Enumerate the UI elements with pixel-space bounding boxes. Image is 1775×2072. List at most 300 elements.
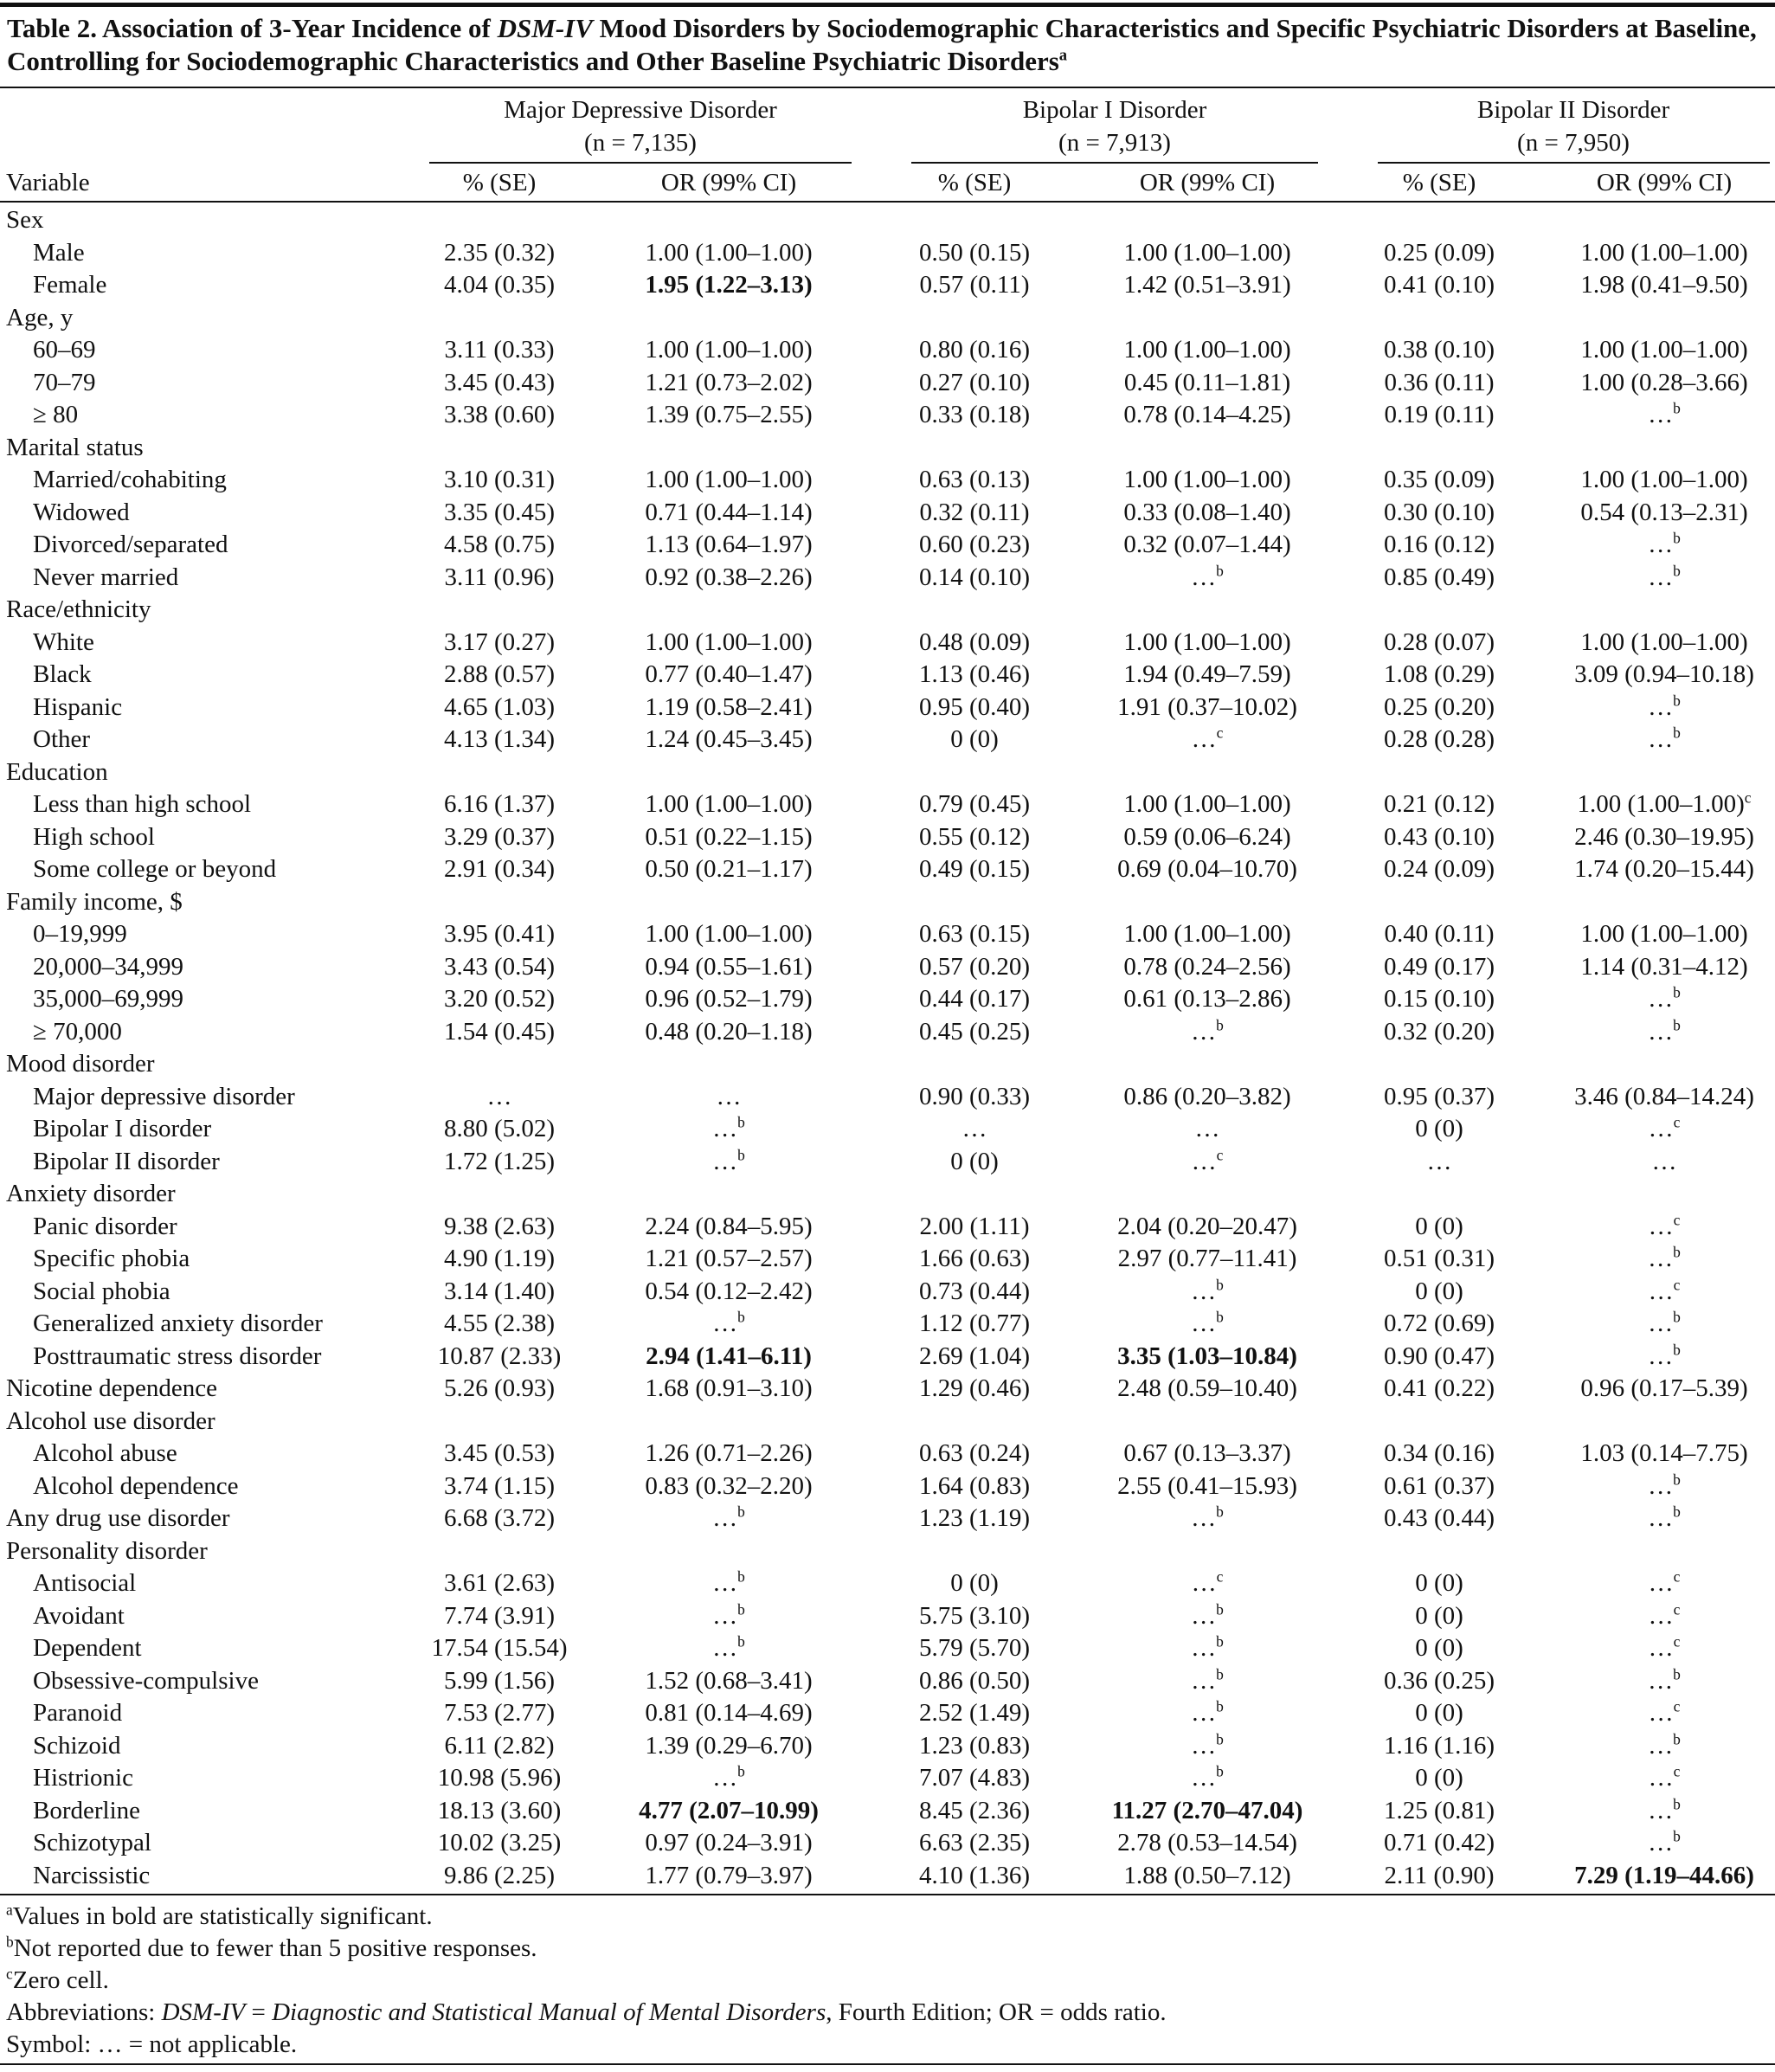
cell-pct-se bbox=[845, 1016, 1104, 1049]
cell-pct-se bbox=[370, 1827, 629, 1860]
title-rule bbox=[0, 87, 1775, 88]
group-name: Major Depressive Disorder bbox=[504, 96, 777, 124]
cell-or-ci bbox=[1534, 659, 1775, 692]
cell-value: 3.14 (1.40) bbox=[443, 1277, 556, 1305]
cell-pct-se bbox=[370, 918, 629, 951]
cell-value: 1.24 (0.45–3.45) bbox=[645, 725, 813, 753]
cell-value: … bbox=[1648, 1342, 1674, 1370]
cell-or-ci bbox=[599, 1276, 859, 1309]
cell-value: 3.45 (0.43) bbox=[443, 368, 556, 396]
footnote-mark: a bbox=[6, 1901, 13, 1919]
cell-value: 0.90 (0.33) bbox=[918, 1082, 1031, 1110]
row-label: Less than high school bbox=[33, 790, 252, 818]
cell-value: 3.20 (0.52) bbox=[443, 985, 556, 1013]
table-section-row bbox=[0, 302, 1775, 335]
cell-value: 2.91 (0.34) bbox=[443, 855, 556, 883]
cell-or-ci bbox=[1077, 1081, 1337, 1114]
cell-pct-se bbox=[1309, 1016, 1569, 1049]
footnote-mark: b bbox=[1216, 1015, 1224, 1033]
cell-or-ci bbox=[1534, 269, 1775, 302]
cell-value: … bbox=[1194, 1115, 1220, 1142]
cell-value: 0.19 (0.11) bbox=[1384, 401, 1495, 428]
table-row bbox=[0, 1373, 1775, 1406]
cell-value: 6.11 (2.82) bbox=[444, 1731, 555, 1760]
cell-pct-se bbox=[1309, 983, 1569, 1016]
cell-or-ci bbox=[1534, 1081, 1775, 1114]
cell-pct-se bbox=[845, 1600, 1104, 1633]
cell-pct-se bbox=[1309, 399, 1569, 432]
cell-value: … bbox=[1648, 1829, 1674, 1856]
cell-or-ci bbox=[599, 1438, 859, 1470]
cell-value: 0.60 (0.23) bbox=[918, 531, 1031, 558]
cell-pct-se bbox=[845, 1243, 1104, 1276]
cell-pct-se bbox=[1309, 724, 1569, 756]
row-label: Bipolar II disorder bbox=[33, 1147, 220, 1175]
cell-or-ci bbox=[1077, 1567, 1337, 1600]
cell-value: 0.28 (0.07) bbox=[1383, 627, 1495, 656]
cell-or-ci bbox=[1077, 1827, 1337, 1860]
footnote-mark: b bbox=[1673, 1503, 1681, 1521]
group-header-bipolar-2 bbox=[1357, 93, 1775, 159]
cell-value: … bbox=[712, 1764, 738, 1792]
table-row bbox=[0, 1795, 1775, 1828]
cell-or-ci bbox=[599, 237, 859, 270]
cell-value: 0.27 (0.10) bbox=[918, 368, 1031, 396]
cell-pct-se bbox=[1309, 237, 1569, 270]
table-row bbox=[0, 367, 1775, 400]
cell-or-ci bbox=[1077, 1632, 1337, 1665]
cell-value: 4.65 (1.03) bbox=[443, 692, 556, 721]
cell-or-ci bbox=[1077, 529, 1337, 562]
cell-pct-se bbox=[1309, 1243, 1569, 1276]
footnote-mark: b bbox=[737, 1308, 745, 1326]
cell-or-ci bbox=[1077, 1697, 1337, 1730]
cell-value: 1.00 (1.00–1.00) bbox=[645, 238, 813, 267]
cell-pct-se bbox=[845, 1470, 1104, 1503]
row-label: Antisocial bbox=[33, 1569, 137, 1597]
row-label: ≥ 80 bbox=[33, 401, 79, 428]
row-label: Divorced/separated bbox=[33, 531, 228, 558]
cell-value: … bbox=[1191, 1277, 1217, 1305]
cell-or-ci bbox=[1077, 1211, 1337, 1244]
row-label: Bipolar I disorder bbox=[33, 1115, 212, 1142]
cell-value: 1.00 (1.00–1.00) bbox=[1580, 627, 1748, 656]
cell-value: … bbox=[716, 1082, 742, 1110]
cell-or-ci bbox=[1077, 1308, 1337, 1341]
cell-or-ci bbox=[1077, 1762, 1337, 1795]
footnote-mark: b bbox=[1216, 1729, 1224, 1747]
cell-pct-se bbox=[845, 464, 1104, 497]
cell-or-ci bbox=[1077, 692, 1337, 724]
cell-or-ci bbox=[1077, 334, 1337, 367]
table-row bbox=[0, 983, 1775, 1016]
cell-value: 1.00 (1.00–1.00) bbox=[645, 920, 813, 948]
cell-value: 0.72 (0.69) bbox=[1383, 1309, 1495, 1337]
cell-value: … bbox=[1648, 1796, 1674, 1824]
cell-value: 10.98 (5.96) bbox=[437, 1764, 562, 1792]
cell-value: … bbox=[1191, 1764, 1217, 1792]
cell-value: 0.34 (0.16) bbox=[1383, 1439, 1495, 1467]
title-footnote-mark: a bbox=[1058, 46, 1068, 65]
table-row bbox=[0, 1243, 1775, 1276]
cell-or-ci bbox=[1077, 1730, 1337, 1763]
cell-pct-se bbox=[845, 983, 1104, 1016]
cell-value: … bbox=[1648, 1471, 1674, 1500]
cell-pct-se bbox=[1309, 627, 1569, 660]
cell-value: 0.45 (0.11–1.81) bbox=[1123, 368, 1291, 396]
cell-pct-se bbox=[370, 269, 629, 302]
cell-value: 1.23 (1.19) bbox=[918, 1504, 1031, 1532]
cell-value: 1.88 (0.50–7.12) bbox=[1123, 1861, 1291, 1889]
table-section-row bbox=[0, 1406, 1775, 1438]
footnote-mark: b bbox=[1673, 1664, 1681, 1683]
cell-value: 1.68 (0.91–3.10) bbox=[645, 1374, 813, 1402]
cell-value: 1.03 (0.14–7.75) bbox=[1580, 1439, 1748, 1467]
cell-or-ci bbox=[1077, 1470, 1337, 1503]
cell-value: 7.53 (2.77) bbox=[443, 1699, 556, 1727]
cell-pct-se bbox=[845, 1665, 1104, 1698]
cell-value: 0 (0) bbox=[1415, 1277, 1463, 1305]
cell-value: 3.61 (2.63) bbox=[443, 1569, 556, 1597]
cell-value: 7.07 (4.83) bbox=[918, 1764, 1031, 1792]
cell-value: … bbox=[1648, 531, 1674, 558]
cell-pct-se bbox=[1309, 464, 1569, 497]
cell-pct-se bbox=[845, 627, 1104, 660]
row-label: Major depressive disorder bbox=[33, 1082, 295, 1110]
cell-pct-se bbox=[845, 853, 1104, 886]
cell-value: 8.80 (5.02) bbox=[443, 1115, 556, 1142]
cell-or-ci bbox=[1077, 1373, 1337, 1406]
cell-or-ci bbox=[1534, 918, 1775, 951]
cell-value: 1.26 (0.71–2.26) bbox=[645, 1439, 813, 1467]
cell-value: 1.54 (0.45) bbox=[443, 1017, 556, 1046]
group-underline bbox=[1378, 162, 1770, 164]
cell-or-ci bbox=[1077, 627, 1337, 660]
cell-value: … bbox=[712, 1601, 738, 1630]
cell-value: 3.35 (1.03–10.84) bbox=[1117, 1342, 1297, 1370]
cell-value: 0.54 (0.13–2.31) bbox=[1580, 498, 1748, 526]
cell-or-ci bbox=[1077, 724, 1337, 756]
cell-pct-se bbox=[1309, 1665, 1569, 1698]
cell-value: 0 (0) bbox=[1415, 1699, 1463, 1727]
footnote-mark: b bbox=[1673, 561, 1681, 579]
cell-or-ci bbox=[599, 1243, 859, 1276]
cell-value: 0.51 (0.22–1.15) bbox=[645, 822, 813, 851]
cell-value: 0 (0) bbox=[950, 725, 999, 753]
footnote-mark: c bbox=[1216, 1145, 1224, 1163]
table-title bbox=[7, 12, 1772, 78]
cell-value: 1.12 (0.77) bbox=[918, 1309, 1031, 1337]
cell-pct-se bbox=[370, 627, 629, 660]
table-row bbox=[0, 1762, 1775, 1795]
cell-value: 0.83 (0.32–2.20) bbox=[645, 1471, 813, 1500]
cell-value: 1.21 (0.73–2.02) bbox=[645, 368, 813, 396]
row-label: ≥ 70,000 bbox=[33, 1017, 122, 1046]
cell-pct-se bbox=[845, 334, 1104, 367]
footnote-c bbox=[6, 1965, 109, 1996]
group-n: (n = 7,950) bbox=[1517, 129, 1630, 157]
cell-pct-se bbox=[1309, 1762, 1569, 1795]
cell-or-ci bbox=[599, 788, 859, 821]
cell-value: 4.04 (0.35) bbox=[443, 271, 556, 299]
cell-value: 0 (0) bbox=[1415, 1764, 1463, 1792]
cell-pct-se bbox=[370, 1730, 629, 1763]
abbr-lead: Abbreviations: bbox=[6, 1998, 162, 2026]
cell-value: 3.43 (0.54) bbox=[443, 952, 556, 981]
cell-pct-se bbox=[370, 1470, 629, 1503]
cell-or-ci bbox=[599, 1795, 859, 1828]
cell-or-ci bbox=[599, 1308, 859, 1341]
cell-or-ci bbox=[599, 497, 859, 530]
table-row bbox=[0, 627, 1775, 660]
row-label: Hispanic bbox=[33, 692, 123, 721]
cell-pct-se bbox=[845, 1113, 1104, 1146]
table-row bbox=[0, 724, 1775, 756]
cell-pct-se bbox=[370, 1632, 629, 1665]
body-bottom-rule bbox=[0, 1894, 1775, 1895]
cell-or-ci bbox=[1077, 1503, 1337, 1535]
cell-pct-se bbox=[845, 1211, 1104, 1244]
cell-pct-se bbox=[370, 1697, 629, 1730]
cell-value: 3.09 (0.94–10.18) bbox=[1574, 660, 1754, 688]
footnote-mark: c bbox=[1216, 724, 1224, 742]
cell-or-ci bbox=[1534, 788, 1775, 821]
cell-or-ci bbox=[599, 627, 859, 660]
table-row bbox=[0, 497, 1775, 530]
row-label: High school bbox=[33, 822, 155, 851]
cell-value: 0.51 (0.31) bbox=[1383, 1245, 1495, 1272]
cell-or-ci bbox=[1077, 399, 1337, 432]
cell-or-ci bbox=[599, 983, 859, 1016]
cell-value: 0 (0) bbox=[1415, 1634, 1463, 1662]
cell-value: 0.78 (0.14–4.25) bbox=[1123, 401, 1291, 428]
cell-value: 1.74 (0.20–15.44) bbox=[1574, 855, 1754, 883]
cell-pct-se bbox=[370, 788, 629, 821]
cell-value: 0.28 (0.28) bbox=[1383, 725, 1495, 753]
cell-pct-se bbox=[845, 1373, 1104, 1406]
section-label: Mood disorder bbox=[6, 1050, 155, 1078]
cell-pct-se bbox=[370, 1567, 629, 1600]
cell-value: 0.14 (0.10) bbox=[918, 563, 1031, 591]
table-row bbox=[0, 1438, 1775, 1470]
cell-pct-se bbox=[1309, 1827, 1569, 1860]
table-row bbox=[0, 1503, 1775, 1535]
row-label: Married/cohabiting bbox=[33, 466, 227, 493]
cell-value: 1.66 (0.63) bbox=[918, 1245, 1031, 1272]
row-label: 35,000–69,999 bbox=[33, 985, 183, 1013]
table-section-row bbox=[0, 1178, 1775, 1211]
cell-value: 2.00 (1.11) bbox=[919, 1212, 1030, 1240]
cell-value: 0.43 (0.10) bbox=[1383, 822, 1495, 851]
cell-pct-se bbox=[370, 1438, 629, 1470]
cell-pct-se bbox=[1309, 788, 1569, 821]
cell-value: … bbox=[1648, 1634, 1674, 1662]
cell-pct-se bbox=[370, 1243, 629, 1276]
cell-pct-se bbox=[1309, 1211, 1569, 1244]
section-label: Family income, $ bbox=[6, 887, 183, 916]
footnote-mark: b bbox=[1216, 1664, 1224, 1683]
cell-value: 4.55 (2.38) bbox=[443, 1309, 556, 1337]
cell-pct-se bbox=[370, 1081, 629, 1114]
cell-pct-se bbox=[1309, 334, 1569, 367]
cell-pct-se bbox=[1309, 1730, 1569, 1763]
section-label: Anxiety disorder bbox=[6, 1180, 176, 1207]
cell-value: 0 (0) bbox=[1415, 1601, 1463, 1630]
footnote-mark: c bbox=[1744, 788, 1752, 807]
cell-or-ci bbox=[1534, 983, 1775, 1016]
cell-pct-se bbox=[845, 1860, 1104, 1893]
cell-value: 0.35 (0.09) bbox=[1383, 466, 1495, 493]
cell-value: 1.00 (1.00–1.00) bbox=[1123, 336, 1291, 364]
cell-or-ci bbox=[599, 529, 859, 562]
column-header-variable: Variable bbox=[6, 169, 90, 196]
cell-value: 0.24 (0.09) bbox=[1383, 855, 1495, 883]
cell-value: 1.00 (1.00–1.00) bbox=[1123, 920, 1291, 948]
row-label: Female bbox=[33, 271, 107, 299]
cell-pct-se bbox=[1309, 951, 1569, 984]
cell-pct-se bbox=[1309, 1113, 1569, 1146]
row-label: Alcohol dependence bbox=[33, 1471, 239, 1500]
cell-or-ci bbox=[1077, 918, 1337, 951]
cell-pct-se bbox=[1309, 269, 1569, 302]
cell-value: … bbox=[712, 1309, 738, 1337]
cell-value: 0.16 (0.12) bbox=[1383, 531, 1495, 558]
cell-value: 0.85 (0.49) bbox=[1383, 563, 1495, 591]
cell-value: 0.36 (0.25) bbox=[1383, 1666, 1495, 1695]
table-row bbox=[0, 951, 1775, 984]
cell-pct-se bbox=[1309, 1860, 1569, 1893]
cell-value: 1.25 (0.81) bbox=[1383, 1796, 1495, 1824]
row-label: White bbox=[33, 627, 94, 656]
footnote-mark: b bbox=[1673, 1243, 1681, 1261]
cell-value: … bbox=[1191, 1731, 1217, 1760]
cell-or-ci bbox=[1077, 788, 1337, 821]
table-row bbox=[0, 1730, 1775, 1763]
cell-value: 1.14 (0.31–4.12) bbox=[1580, 952, 1748, 981]
cell-value: 1.29 (0.46) bbox=[918, 1374, 1031, 1402]
cell-pct-se bbox=[1309, 1146, 1569, 1179]
top-rule bbox=[0, 3, 1775, 7]
footnote-mark: b bbox=[737, 1567, 745, 1586]
cell-value: … bbox=[1426, 1147, 1452, 1175]
cell-pct-se bbox=[370, 1373, 629, 1406]
cell-pct-se bbox=[1309, 497, 1569, 530]
table-row bbox=[0, 464, 1775, 497]
cell-or-ci bbox=[599, 1762, 859, 1795]
cell-value: 0.78 (0.24–2.56) bbox=[1123, 952, 1291, 981]
cell-pct-se bbox=[370, 1341, 629, 1374]
cell-pct-se bbox=[845, 1697, 1104, 1730]
group-header-mdd bbox=[424, 93, 857, 159]
cell-value: 0.71 (0.42) bbox=[1383, 1829, 1495, 1856]
cell-or-ci bbox=[599, 367, 859, 400]
cell-pct-se bbox=[370, 464, 629, 497]
row-label: Obsessive-compulsive bbox=[33, 1666, 259, 1695]
cell-pct-se bbox=[1309, 659, 1569, 692]
cell-or-ci bbox=[1534, 1503, 1775, 1535]
cell-or-ci bbox=[1534, 1373, 1775, 1406]
cell-value: … bbox=[1191, 563, 1217, 591]
row-label: Never married bbox=[33, 563, 179, 591]
cell-or-ci bbox=[1534, 1860, 1775, 1893]
cell-value: 0.67 (0.13–3.37) bbox=[1123, 1439, 1291, 1467]
row-label: Borderline bbox=[33, 1796, 141, 1824]
footnote-text: Not reported due to fewer than 5 positive responses. bbox=[13, 1934, 537, 1962]
cell-pct-se bbox=[1309, 367, 1569, 400]
table-row bbox=[0, 788, 1775, 821]
footnote-mark: c bbox=[1673, 1762, 1681, 1780]
cell-value: 0.77 (0.40–1.47) bbox=[645, 660, 813, 688]
table-section-row bbox=[0, 432, 1775, 465]
cell-value: 2.69 (1.04) bbox=[918, 1342, 1031, 1370]
cell-pct-se bbox=[1309, 1470, 1569, 1503]
abbr-definition: Diagnostic and Statistical Manual of Mental Disorders bbox=[272, 1998, 826, 2026]
cell-or-ci bbox=[1534, 1243, 1775, 1276]
cell-value: … bbox=[1648, 1666, 1674, 1695]
footnote-mark: b bbox=[1673, 1340, 1681, 1358]
footnote-mark: b bbox=[1216, 1275, 1224, 1293]
table-row bbox=[0, 529, 1775, 562]
cell-value: 0.79 (0.45) bbox=[918, 790, 1031, 818]
row-label: Any drug use disorder bbox=[6, 1504, 230, 1532]
cell-value: 0.73 (0.44) bbox=[918, 1277, 1031, 1305]
cell-value: 2.46 (0.30–19.95) bbox=[1574, 822, 1754, 851]
cell-or-ci bbox=[599, 269, 859, 302]
footnote-mark: b bbox=[737, 1113, 745, 1131]
cell-or-ci bbox=[599, 334, 859, 367]
cell-or-ci bbox=[1534, 1632, 1775, 1665]
group-name: Bipolar I Disorder bbox=[1022, 96, 1207, 124]
cell-value: 0.48 (0.20–1.18) bbox=[645, 1017, 813, 1046]
cell-value: 2.52 (1.49) bbox=[918, 1699, 1031, 1727]
cell-or-ci bbox=[1077, 497, 1337, 530]
cell-value: 0.32 (0.20) bbox=[1383, 1017, 1495, 1046]
cell-pct-se bbox=[845, 1438, 1104, 1470]
footnote-mark: b bbox=[1673, 1015, 1681, 1033]
cell-pct-se bbox=[370, 1600, 629, 1633]
cell-value: … bbox=[1648, 1277, 1674, 1305]
cell-or-ci bbox=[599, 692, 859, 724]
cell-or-ci bbox=[1534, 562, 1775, 595]
cell-pct-se bbox=[370, 497, 629, 530]
cell-or-ci bbox=[1077, 1665, 1337, 1698]
footnote-mark: b bbox=[1673, 399, 1681, 417]
cell-or-ci bbox=[1534, 334, 1775, 367]
cell-value: 5.99 (1.56) bbox=[443, 1666, 556, 1695]
cell-or-ci bbox=[1077, 1146, 1337, 1179]
cell-value: 4.90 (1.19) bbox=[443, 1245, 556, 1272]
cell-or-ci bbox=[599, 821, 859, 854]
cell-value: 0 (0) bbox=[1415, 1212, 1463, 1240]
cell-value: … bbox=[1191, 1699, 1217, 1727]
table-row bbox=[0, 562, 1775, 595]
header-rule bbox=[0, 201, 1775, 203]
cell-value: 9.86 (2.25) bbox=[443, 1861, 556, 1889]
cell-pct-se bbox=[370, 367, 629, 400]
cell-value: 1.16 (1.16) bbox=[1383, 1731, 1495, 1760]
cell-value: 0.32 (0.11) bbox=[919, 498, 1030, 526]
row-label: 70–79 bbox=[33, 368, 96, 396]
cell-pct-se bbox=[370, 951, 629, 984]
section-label: Race/ethnicity bbox=[6, 595, 151, 623]
cell-value: 6.16 (1.37) bbox=[443, 790, 556, 818]
cell-value: … bbox=[712, 1147, 738, 1175]
column-header-or-ci: OR (99% CI) bbox=[660, 169, 797, 196]
cell-value: 0.61 (0.13–2.86) bbox=[1123, 985, 1291, 1013]
cell-pct-se bbox=[845, 1081, 1104, 1114]
row-label: Other bbox=[33, 725, 91, 753]
cell-pct-se bbox=[370, 983, 629, 1016]
